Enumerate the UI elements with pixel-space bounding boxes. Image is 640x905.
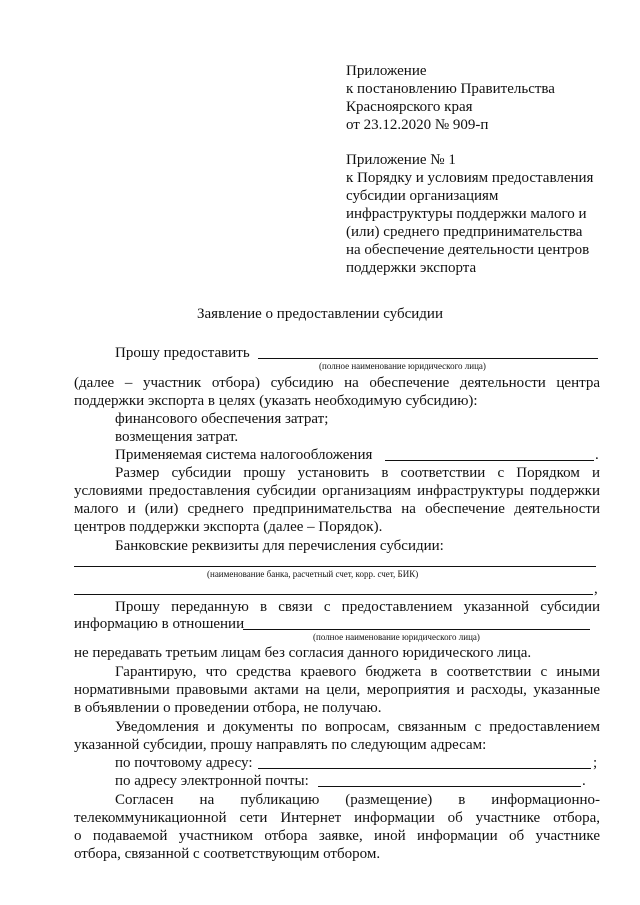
body-text-line: отбора, связанной с соответствующим отбором. [74, 846, 381, 862]
body-text-line: поддержки экспорта в целях (указать необходимую субсидию): [74, 393, 478, 409]
body-text-line: Размер субсидии прошу установить в соответствии с Порядком и [115, 465, 600, 481]
tax-system-label: Применяемая система налогообложения [115, 447, 373, 463]
entity-name-caption-2: (полное наименование юридического лица) [313, 632, 480, 642]
body-text-line: о подаваемой участником отбора заявке, иной информации об участнике [74, 828, 600, 844]
bank-details-label: Банковские реквизиты для перечисления субсидии: [115, 538, 444, 554]
appendix-line: на обеспечение деятельности центров [346, 242, 590, 258]
tax-system-field[interactable] [385, 460, 594, 461]
email-end: . [582, 773, 586, 789]
bank-details-end: , [594, 581, 598, 597]
appendix-line: поддержки экспорта [346, 260, 477, 276]
appendix-line: Приложение [346, 63, 427, 79]
body-text-line: Прошу переданную в связи с предоставлением указанной субсидии [115, 599, 600, 615]
appendix-header [346, 62, 616, 134]
body-text-line: Гарантирую, что средства краевого бюджета в соответствии с иными [115, 664, 600, 680]
option-financial: финансового обеспечения затрат; [115, 411, 329, 427]
body-text-line: в объявлении о проведении отбора, не получаю. [74, 700, 382, 716]
appendix-line: инфраструктуры поддержки малого и [346, 206, 587, 222]
email-field[interactable] [318, 786, 581, 787]
body-text-line: (далее – участник отбора) субсидию на обеспечение деятельности центра [74, 375, 600, 391]
entity-name-field-2[interactable] [243, 629, 590, 630]
appendix-line: Красноярского края [346, 99, 473, 115]
postal-address-end: ; [593, 755, 598, 771]
body-text-line: указанной субсидии, прошу направлять по следующим адресам: [74, 737, 487, 753]
body-text-line: Согласен на публикацию (размещение) в информационно- [115, 792, 600, 808]
body-text-line: условиями предоставления субсидии организациям инфраструктуры поддержки [74, 483, 600, 499]
email-label: по адресу электронной почты: [115, 773, 309, 789]
tax-system-end: . [595, 447, 599, 463]
bank-details-field-2[interactable] [74, 594, 593, 595]
entity-name-field[interactable] [258, 358, 598, 359]
document-title: Заявление о предоставлении субсидии [197, 306, 443, 322]
body-text-line: центров поддержки экспорта (далее – Порядок). [74, 519, 383, 535]
request-label: Прошу предоставить [115, 345, 250, 361]
postal-address-label: по почтовому адресу: [115, 755, 253, 771]
entity-name-caption: (полное наименование юридического лица) [319, 361, 486, 371]
postal-address-field[interactable] [258, 768, 591, 769]
bank-details-caption: (наименование банка, расчетный счет, корр. счет, БИК) [207, 569, 419, 579]
appendix-line: к постановлению Правительства [346, 81, 555, 97]
body-text-line: информацию в отношении [74, 616, 245, 632]
appendix-order-header [346, 151, 616, 277]
appendix-line: от 23.12.2020 № 909-п [346, 117, 489, 133]
appendix-line: к Порядку и условиям предоставления [346, 170, 594, 186]
appendix-line: субсидии организациям [346, 188, 499, 204]
body-text-line: телекоммуникационной сети Интернет информации об участнике отбора, [74, 810, 600, 826]
body-text-line: нормативными правовыми актами на цели, мероприятия и расходы, указанные [74, 682, 600, 698]
appendix-line: (или) среднего предпринимательства [346, 224, 583, 240]
bank-details-field[interactable] [74, 566, 596, 567]
option-reimbursement: возмещения затрат. [115, 429, 239, 445]
body-text-line: Уведомления и документы по вопросам, связанным с предоставлением [115, 719, 600, 735]
body-text-line: не передавать третьим лицам без согласия данного юридического лица. [74, 645, 532, 661]
appendix-line: Приложение № 1 [346, 152, 456, 168]
body-text-line: малого и (или) среднего предпринимательства на обеспечение деятельности [74, 501, 600, 517]
